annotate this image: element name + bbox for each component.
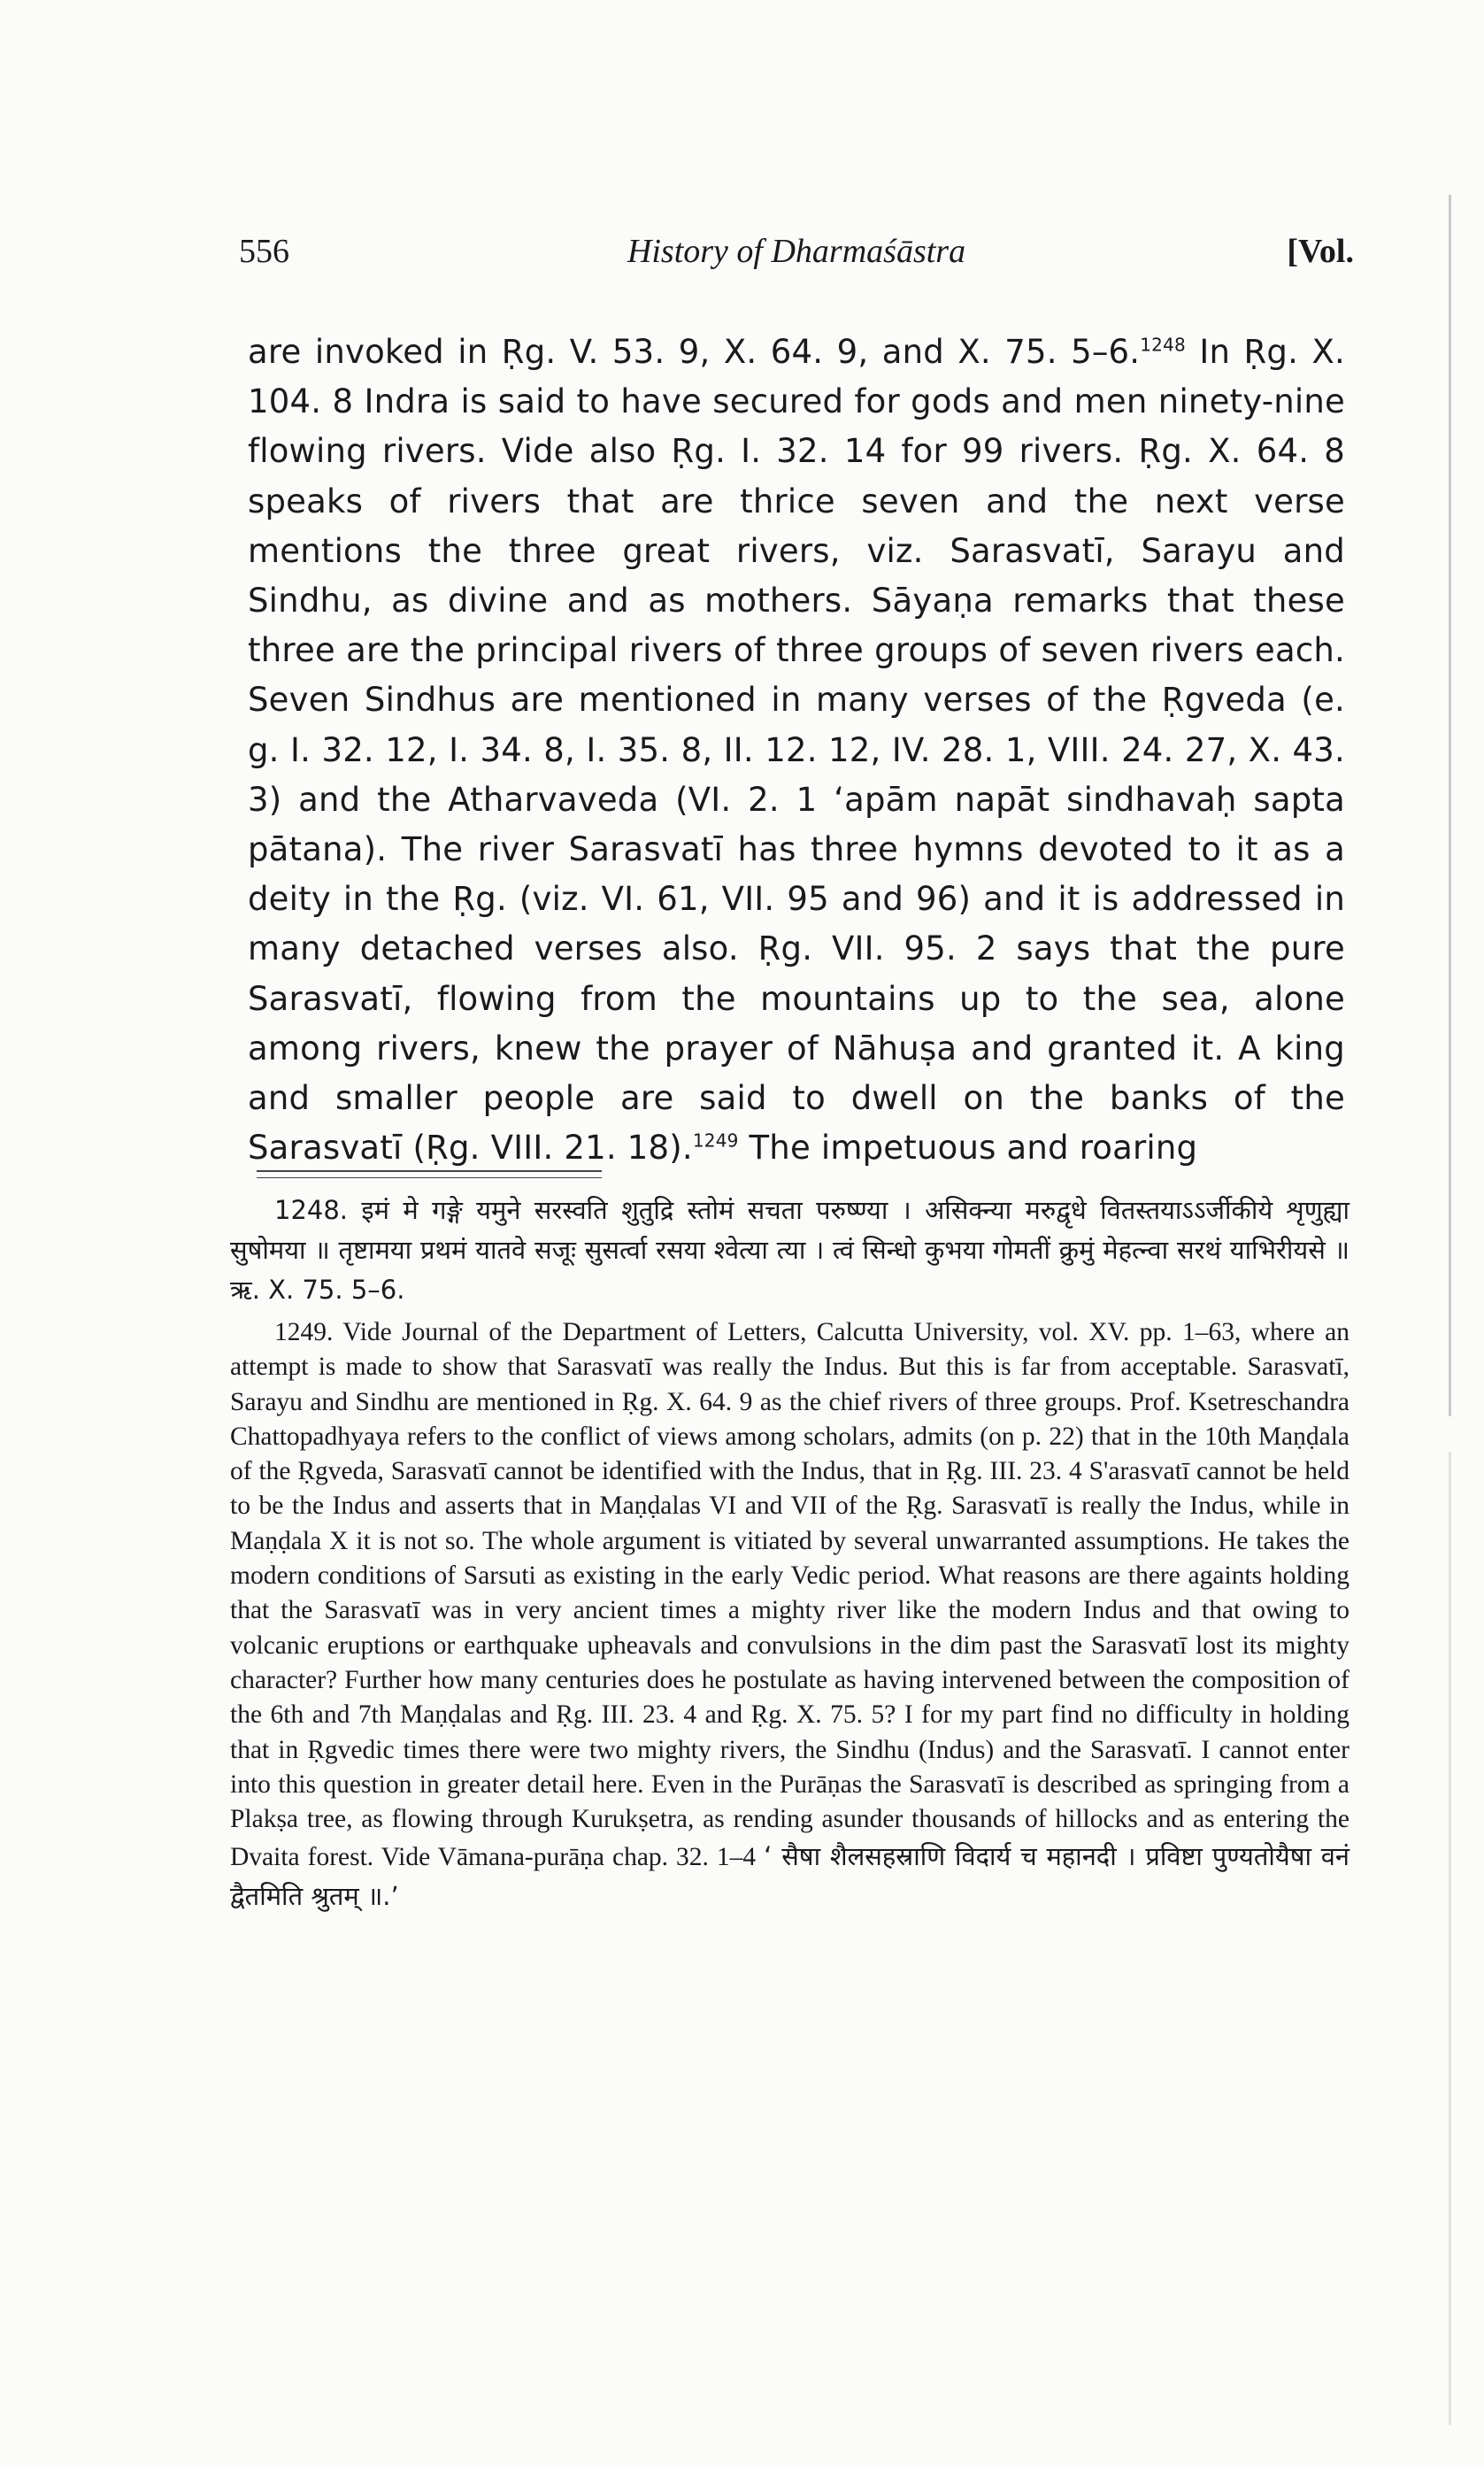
footnote-number: 1248. [274,1195,349,1225]
footnote-ref-1248: 1248 [1140,334,1186,356]
scan-margin-line [1449,1452,1451,2425]
running-title: History of Dharmaśāstra [627,233,966,270]
main-text-segment: In Ṛg. X. 104. 8 Indra is said to have secured for gods and men ninety-nine flowing rivers. Vide also Ṛg. I. 32. 14 for 99 rivers. Ṛg. X. 64. 8 speaks of rivers that are thrice seven and the next verse mentions the three great rivers, viz. Sarasvatī, Sarayu and Sindhu, as divine and as mothers. Sāyaṇa remarks that these three are the principal rivers of three groups of seven rivers each. Seven Sindhus are mentioned in many verses of the Ṛgveda (e. g. I. 32. 12, I. 34. 8, I. 35. 8, II. 12. 12, IV. 28. 1, VIII. 24. 27, X. 43. 3) and the Atharvaveda (VI. 2. 1 ‘apām napāt sindhavaḥ sapta pātana). The river Sarasvatī has three hymns devoted to it as a deity in the Ṛg. (viz. VI. 61, VII. 95 and 96) and it is addressed in many detached verses also. Ṛg. VII. 95. 2 says that the pure Sarasvatī, flowing from the mountains up to the sea, alone among rivers, knew the prayer of Nāhuṣa and granted it. A king and smaller people are said to dwell on the banks of the Sarasvatī (Ṛg. VIII. 21. 18). [248,333,1345,1168]
footnotes [230,1191,1349,1916]
footnote-sanskrit-text: इमं मे गङ्गे यमुने सरस्वति शुतुद्रि स्तोमं सचता परुष्ण्या । असिक्न्या मरुद्वृधे वितस्तयाऽऽर्जीकीये शृणुह्या सुषोमया ॥ तृष्टामया प्रथमं यातवे सजूः सुसर्त्वा रसया श्वेत्या त्या । त्वं सिन्धो कुभया गोमतीं क्रुमुं मेहत्न्वा सरथं याभिरीयसे ॥ ऋ. X. 75. 5–6. [230,1195,1350,1305]
page-header [239,232,1354,285]
main-text [248,328,1345,1173]
volume-marker: [Vol. [1287,233,1354,270]
main-text-segment: are invoked in Ṛg. V. 53. 9, X. 64. 9, and X. 75. 5–6. [248,333,1141,371]
main-paragraph [248,328,1345,1173]
footnote-sanskrit-quote: ‘ सैषा शैलसहस्राणि विदार्य च महानदी । प्रविष्टा पुण्यतोयैषा वनं द्वैतमिति श्रुतम् ॥.’ [230,1841,1350,1912]
scan-margin-line [1449,195,1451,1416]
footnote-ref-1249: 1249 [692,1129,739,1152]
footnote-1249 [230,1315,1349,1916]
main-text-segment: The impetuous and roaring [738,1129,1198,1168]
page-number: 556 [239,233,289,270]
footnote-1248 [230,1191,1349,1310]
footnote-text: Vide Journal of the Department of Letters, Calcutta University, vol. XV. pp. 1–63, where an attempt is made to show that Sarasvatī was really the Indus. But this is far from acceptable. Sarasvatī, Sarayu and Sindhu are mentioned in Ṛg. X. 64. 9 as the chief rivers of three groups. Prof. Ksetreschandra Chattopadhyaya refers to the conflict of views among scholars, admits (on p. 22) that in the 10th Maṇḍala of the Ṛgveda, Sarasvatī cannot be identified with the Indus, that in Ṛg. III. 23. 4 S'arasvatī cannot be held to be the Indus and asserts that in Maṇḍalas VI and VII of the Ṛg. Sarasvatī is really the Indus, while in Maṇḍala X it is not so. The whole argument is vitiated by several unwarranted assumptions. He takes the modern conditions of Sarsuti as existing in the early Vedic period. What reasons are there againts holding that the Sarasvatī was in very ancient times a mighty river like the modern Indus and that owing to volcanic eruptions or earthquake upheavals and convulsions in the dim past the Sarasvatī lost its mighty character? Further how many centuries does he postulate as having intervened between the composition of the 6th and 7th Maṇḍalas and Ṛg. III. 23. 4 and Ṛg. X. 75. 5? I for my part find no difficulty in holding that in Ṛgvedic times there were two mighty rivers, the Sindhu (Indus) and the Sarasvatī. I cannot enter into this question in greater detail here. Even in the Purāṇas the Sarasvatī is described as springing from a Plakṣa tree, as flowing through Kurukṣetra, as rending asunder thousands of hillocks and as entering the Dvaita forest. Vide Vāmana-purāṇa chap. 32. 1–4 [230,1318,1349,1872]
footnote-number: 1249. [274,1318,334,1346]
footnote-divider [257,1170,602,1178]
